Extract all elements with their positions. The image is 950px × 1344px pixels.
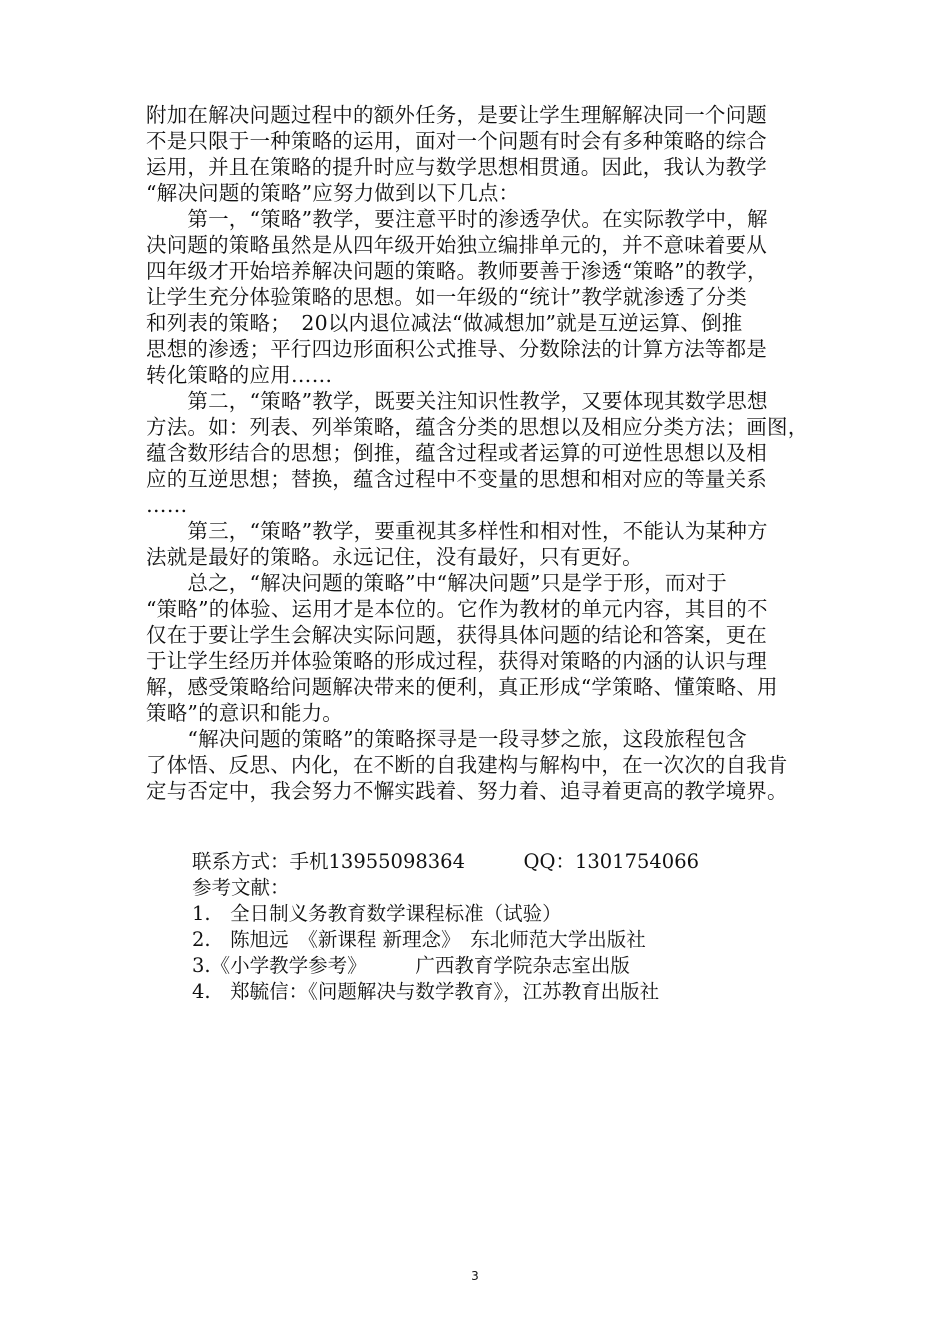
body-line-4: “解决问题的策略”应努力做到以下几点： <box>146 181 520 205</box>
body-line-27: 定与否定中，我会努力不懈实践着、努力着、追寻着更高的教学境界。 <box>146 779 788 803</box>
body-line-8: 让学生充分体验策略的思想。如一年级的“统计”教学就渗透了分类 <box>146 285 747 309</box>
page-number: 3 <box>471 1269 479 1283</box>
body-line-3: 运用，并且在策略的提升时应与数学思想相贯通。因此，我认为教学 <box>146 155 767 179</box>
body-line-26: 了体悟、反思、内化，在不断的自我建构与解构中，在一次次的自我肯 <box>146 753 788 777</box>
body-line-20: “策略”的体验、运用才是本位的。它作为教材的单元内容，其目的不 <box>146 597 768 621</box>
body-line-11: 转化策略的应用…… <box>146 363 333 387</box>
body-line-6: 决问题的策略虽然是从四年级开始独立编排单元的，并不意味着要从 <box>146 233 767 257</box>
body-line-19: 总之，“解决问题的策略”中“解决问题”只是学于形，而对于 <box>146 571 727 595</box>
body-line-7: 四年级才开始培养解决问题的策略。教师要善于渗透“策略”的教学， <box>146 259 768 283</box>
body-line-9: 和列表的策略； 20以内退位减法“做减想加”就是互逆运算、倒推 <box>146 311 743 335</box>
reference-item-3: 3.《小学教学参考》 广西教育学院杂志室出版 <box>192 954 630 977</box>
body-line-5: 第一，“策略”教学，要注意平时的渗透孕伏。在实际教学中，解 <box>146 207 768 231</box>
contact-line: 联系方式：手机13955098364 QQ：1301754066 <box>192 850 700 873</box>
body-line-17: 第三，“策略”教学，要重视其多样性和相对性，不能认为某种方 <box>146 519 768 543</box>
body-line-18: 法就是最好的策略。永远记住，没有最好，只有更好。 <box>146 545 643 569</box>
body-line-24: 策略”的意识和能力。 <box>146 701 343 725</box>
body-line-14: 蕴含数形结合的思想；倒推，蕴含过程或者运算的可逆性思想以及相 <box>146 441 767 465</box>
references-title: 参考文献： <box>192 876 290 899</box>
body-line-23: 解，感受策略给问题解决带来的便利，真正形成“学策略、懂策略、用 <box>146 675 778 699</box>
reference-item-4: 4. 郑毓信：《问题解决与数学教育》，江苏教育出版社 <box>192 980 660 1003</box>
body-line-25: “解决问题的策略”的策略探寻是一段寻梦之旅，这段旅程包含 <box>146 727 747 751</box>
reference-item-1: 1. 全日制义务教育数学课程标准（试验） <box>192 902 562 925</box>
body-line-13: 方法。如：列表、列举策略，蕴含分类的思想以及相应分类方法；画图， <box>146 415 809 439</box>
body-line-16: …… <box>146 493 188 517</box>
body-line-10: 思想的渗透；平行四边形面积公式推导、分数除法的计算方法等都是 <box>146 337 767 361</box>
body-line-2: 不是只限于一种策略的运用，面对一个问题有时会有多种策略的综合 <box>146 129 767 153</box>
body-line-22: 于让学生经历并体验策略的形成过程，获得对策略的内涵的认识与理 <box>146 649 767 673</box>
body-line-15: 应的互逆思想；替换，蕴含过程中不变量的思想和相对应的等量关系 <box>146 467 767 491</box>
reference-item-2: 2. 陈旭远 《新课程 新理念》 东北师范大学出版社 <box>192 928 646 951</box>
body-line-1: 附加在解决问题过程中的额外任务，是要让学生理解解决同一个问题 <box>146 103 767 127</box>
body-line-21: 仅在于要让学生会解决实际问题，获得具体问题的结论和答案，更在 <box>146 623 767 647</box>
body-line-12: 第二，“策略”教学，既要关注知识性教学，又要体现其数学思想 <box>146 389 768 413</box>
